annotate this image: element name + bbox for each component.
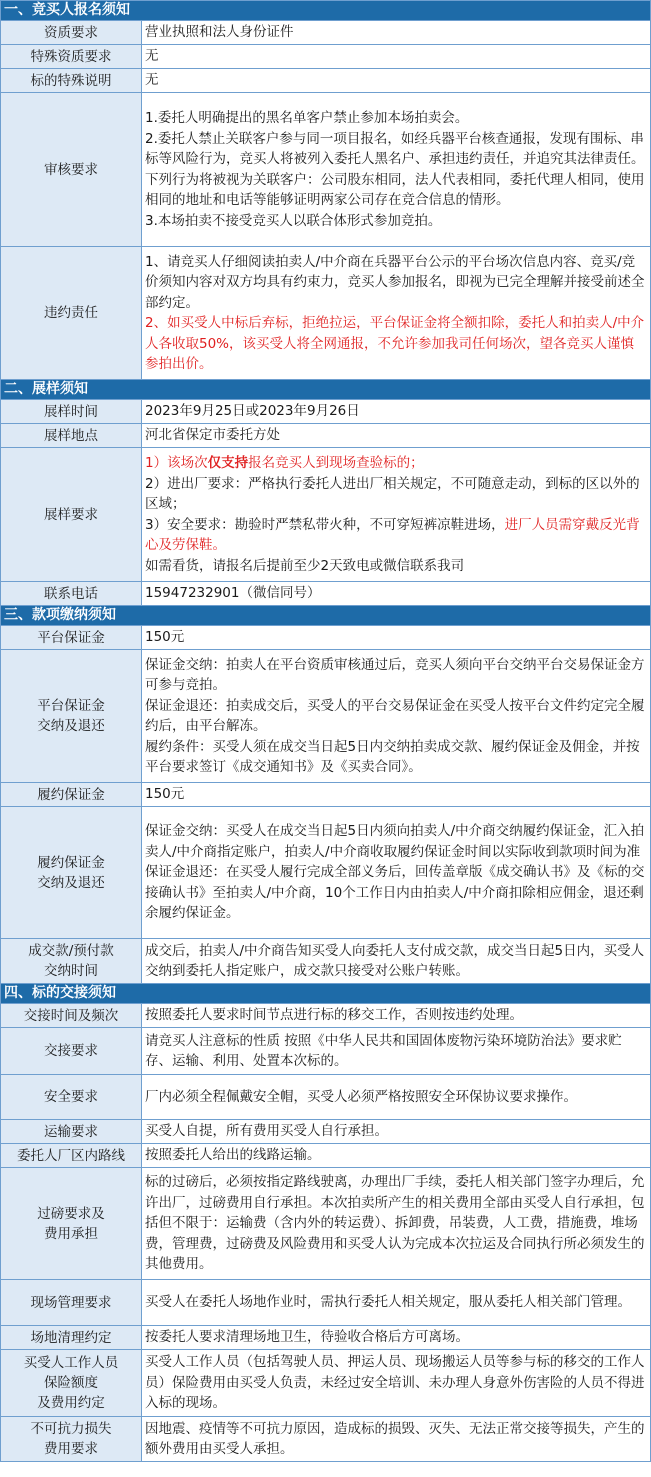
terms-line: 保证金交纳：拍卖人在平台资质审核通过后，竞买人须向平台交纳平台交易保证金方可参与竞拍。 bbox=[145, 656, 645, 693]
row-value: 因地震、疫情等不可抗力原因，造成标的损毁、灭失、无法正常交接等损失，产生的额外费用由买受人承担。 bbox=[142, 1417, 651, 1462]
table-row bbox=[1, 626, 651, 650]
row-label-line: 过磅要求及 bbox=[37, 1205, 105, 1222]
table-row bbox=[1, 1120, 651, 1144]
row-value: 无 bbox=[142, 69, 651, 93]
row-label: 委托人厂区内路线 bbox=[1, 1144, 142, 1168]
row-label: 安全要求 bbox=[1, 1075, 142, 1120]
terms-line: 保证金退还：在买受人履行完成全部义务后，回传盖章版《成交确认书》及《标的交接确认书》至拍卖人/中介商，10个工作日内由拍卖人/中介商扣除相应佣金，退还剩余履约保证金。 bbox=[145, 864, 645, 922]
breach-line: 1、请竞买人仔细阅读拍卖人/中介商在兵器平台公示的平台场次信息内容、竞买/竞价须知内容对双方均具有约束力，竞买人参加报名，即视为已完全理解并接受前述全部约定。 bbox=[145, 253, 645, 311]
row-value: 成交后，拍卖人/中介商告知买受人向委托人支付成交款，成交当日起5日内，买受人交纳到委托人指定账户，成交款只接受对公账户转账。 bbox=[142, 939, 651, 984]
row-label: 平台保证金 bbox=[1, 626, 142, 650]
contact-phone: 15947232901（微信同号） bbox=[142, 582, 651, 606]
viewing-line-emphasis: 仅支持 bbox=[207, 455, 249, 471]
row-label bbox=[1, 1168, 142, 1280]
row-label bbox=[1, 1417, 142, 1462]
viewing-requirements bbox=[142, 448, 651, 582]
table-row bbox=[1, 93, 651, 247]
terms-line: 保证金交纳：买受人在成交当日起5日内须向拍卖人/中介商交纳履约保证金，汇入拍卖人/中介商指定账户，拍卖人/中介商收取履约保证金时间以实际收到款项时间为准 bbox=[145, 823, 645, 860]
row-label: 特殊资质要求 bbox=[1, 45, 142, 69]
table-row bbox=[1, 1350, 651, 1417]
section-header-row bbox=[1, 606, 651, 626]
viewing-line: 如需看货，请报名后提前至少2天致电或微信联系我司 bbox=[145, 557, 465, 574]
row-value: 150元 bbox=[142, 783, 651, 807]
table-row bbox=[1, 400, 651, 424]
row-value: 河北省保定市委托方处 bbox=[142, 424, 651, 448]
row-label: 联系电话 bbox=[1, 582, 142, 606]
table-row bbox=[1, 1144, 651, 1168]
row-label bbox=[1, 650, 142, 783]
row-label: 展样时间 bbox=[1, 400, 142, 424]
row-label: 交接时间及频次 bbox=[1, 1004, 142, 1028]
row-label-line: 交纳时间 bbox=[44, 963, 98, 979]
table-row bbox=[1, 424, 651, 448]
row-label-line: 及费用约定 bbox=[37, 1395, 105, 1411]
row-label-line: 交纳及退还 bbox=[37, 718, 105, 734]
section-header-row bbox=[1, 380, 651, 400]
table-row bbox=[1, 582, 651, 606]
row-label: 违约责任 bbox=[1, 247, 142, 380]
viewing-line bbox=[145, 515, 647, 556]
row-value: 2023年9月25日或2023年9月26日 bbox=[142, 400, 651, 424]
platform-deposit-terms bbox=[142, 650, 651, 783]
viewing-line: 2）进出厂要求：严格执行委托人进出厂相关规定，不可随意走动，到标的区以外的区域； bbox=[145, 475, 640, 512]
row-value: 按照委托人给出的线路运输。 bbox=[142, 1144, 651, 1168]
audit-requirements bbox=[142, 93, 651, 247]
row-label-line: 交纳及退还 bbox=[37, 874, 105, 891]
section-header-row bbox=[1, 984, 651, 1004]
row-label: 审核要求 bbox=[1, 93, 142, 247]
audit-line: 1.委托人明确提出的黑名单客户禁止参加本场拍卖会。 bbox=[145, 110, 469, 126]
row-label-line: 履约保证金 bbox=[37, 854, 105, 871]
row-label bbox=[1, 807, 142, 939]
terms-line: 保证金退还：拍卖成交后，买受人的平台交易保证金在买受人按平台文件约定完全履约后，由平台解冻。 bbox=[145, 697, 645, 734]
row-label: 标的特殊说明 bbox=[1, 69, 142, 93]
viewing-line bbox=[145, 453, 647, 474]
audit-line: 2.委托人禁止关联客户参与同一项目报名，如经兵器平台核查通报，发现有围标、串标等风险行为，竞买人将被列入委托人黑名户、承担违约责任，并追究其法律责任。下列行为将被视为关联客户：公司股东相同，法人代表相同，委托代理人相同，使用相同的地址和电话等能够证明两家公司存在竞合信息的情形。 bbox=[145, 130, 645, 208]
table-row bbox=[1, 1326, 651, 1350]
viewing-line-warning: 进厂人员需穿戴反光背心及劳保鞋。 bbox=[145, 516, 640, 553]
row-value: 按照委托人要求时间节点进行标的移交工作，否则按违约处理。 bbox=[142, 1004, 651, 1028]
terms-line: 履约条件：买受人须在成交当日起5日内交纳拍卖成交款、履约保证金及佣金，并按平台要求签订《成交通知书》及《买卖合同》。 bbox=[145, 738, 640, 775]
row-value: 按委托人要求清理场地卫生，待验收合格后方可离场。 bbox=[142, 1326, 651, 1350]
performance-deposit-terms bbox=[142, 807, 651, 939]
row-label-line: 成交款/预付款 bbox=[28, 943, 114, 959]
viewing-line-text: 3）安全要求：勘验时严禁私带火种，不可穿短裤凉鞋进场， bbox=[145, 516, 505, 533]
table-row bbox=[1, 1417, 651, 1462]
row-value: 150元 bbox=[142, 626, 651, 650]
row-value: 标的过磅后，必须按指定路线驶离，办理出厂手续，委托人相关部门签字办理后，允许出厂，过磅费用自行承担。本次拍卖所产生的相关费用全部由买受人自行承担，包括但不限于：运输费（含内外的转运费）、拆卸费，吊装费，人工费，措施费，堆场费，管理费，过磅费及风险费用和买受人认为完成本次拉运及合同执行所必须发生的其他费用。 bbox=[142, 1168, 651, 1280]
row-label: 资质要求 bbox=[1, 21, 142, 45]
row-label: 履约保证金 bbox=[1, 783, 142, 807]
row-value: 请竞买人注意标的性质 按照《中华人民共和国固体废物污染环境防治法》要求贮存、运输、利用、处置本次标的。 bbox=[142, 1028, 651, 1075]
row-label bbox=[1, 1350, 142, 1417]
breach-liability bbox=[142, 247, 651, 380]
table-row bbox=[1, 21, 651, 45]
table-row bbox=[1, 1075, 651, 1120]
table-row bbox=[1, 783, 651, 807]
viewing-line-text: 报名竞买人到现场查验标的； bbox=[248, 455, 424, 471]
row-label-line: 费用要求 bbox=[44, 1441, 98, 1457]
table-row bbox=[1, 1168, 651, 1280]
row-label bbox=[1, 939, 142, 984]
row-value: 无 bbox=[142, 45, 651, 69]
row-label-line: 保险额度 bbox=[44, 1375, 98, 1391]
section-title-payment: 三、款项缴纳须知 bbox=[1, 606, 651, 626]
row-value: 买受人工作人员（包括驾驶人员、押运人员、现场搬运人员等参与标的移交的工作人员）保险费用由买受人负责，未经过安全培训、未办理人身意外伤害险的人员不得进入标的现场。 bbox=[142, 1350, 651, 1417]
row-label: 交接要求 bbox=[1, 1028, 142, 1075]
table-row bbox=[1, 69, 651, 93]
row-label-line: 不可抗力损失 bbox=[30, 1421, 112, 1437]
table-row bbox=[1, 939, 651, 984]
table-row bbox=[1, 650, 651, 783]
row-label-line: 平台保证金 bbox=[37, 698, 105, 714]
row-label: 运输要求 bbox=[1, 1120, 142, 1144]
table-row bbox=[1, 1280, 651, 1326]
section-title-viewing: 二、展样须知 bbox=[1, 380, 651, 400]
table-row bbox=[1, 247, 651, 380]
audit-line: 3.本场拍卖不接受竞买人以联合体形式参加竞拍。 bbox=[145, 212, 442, 229]
row-label-line: 费用承担 bbox=[44, 1225, 98, 1242]
row-label: 现场管理要求 bbox=[1, 1280, 142, 1326]
row-label: 展样要求 bbox=[1, 448, 142, 582]
row-label: 场地清理约定 bbox=[1, 1326, 142, 1350]
row-value: 营业执照和法人身份证件 bbox=[142, 21, 651, 45]
table-row bbox=[1, 45, 651, 69]
section-title-registration: 一、竞买人报名须知 bbox=[1, 1, 651, 21]
viewing-line-text: 1）该场次 bbox=[145, 455, 208, 471]
table-row bbox=[1, 1004, 651, 1028]
row-value: 买受人在委托人场地作业时，需执行委托人相关规定，服从委托人相关部门管理。 bbox=[142, 1280, 651, 1326]
table-row bbox=[1, 1028, 651, 1075]
row-label: 展样地点 bbox=[1, 424, 142, 448]
table-row bbox=[1, 448, 651, 582]
row-value: 厂内必须全程佩戴安全帽，买受人必须严格按照安全环保协议要求操作。 bbox=[142, 1075, 651, 1120]
row-value: 买受人自提，所有费用买受人自行承担。 bbox=[142, 1120, 651, 1144]
row-label-line: 买受人工作人员 bbox=[23, 1355, 119, 1371]
breach-warning: 2、如买受人中标后弃标，拒绝拉运，平台保证金将全额扣除，委托人和拍卖人/中介人各收取50%，该买受人将全网通报，不允许参加我司任何场次，望各竞买人谨慎参拍出价。 bbox=[145, 315, 645, 372]
section-title-handover: 四、标的交接须知 bbox=[1, 984, 651, 1004]
table-row bbox=[1, 807, 651, 939]
section-header-row bbox=[1, 1, 651, 21]
